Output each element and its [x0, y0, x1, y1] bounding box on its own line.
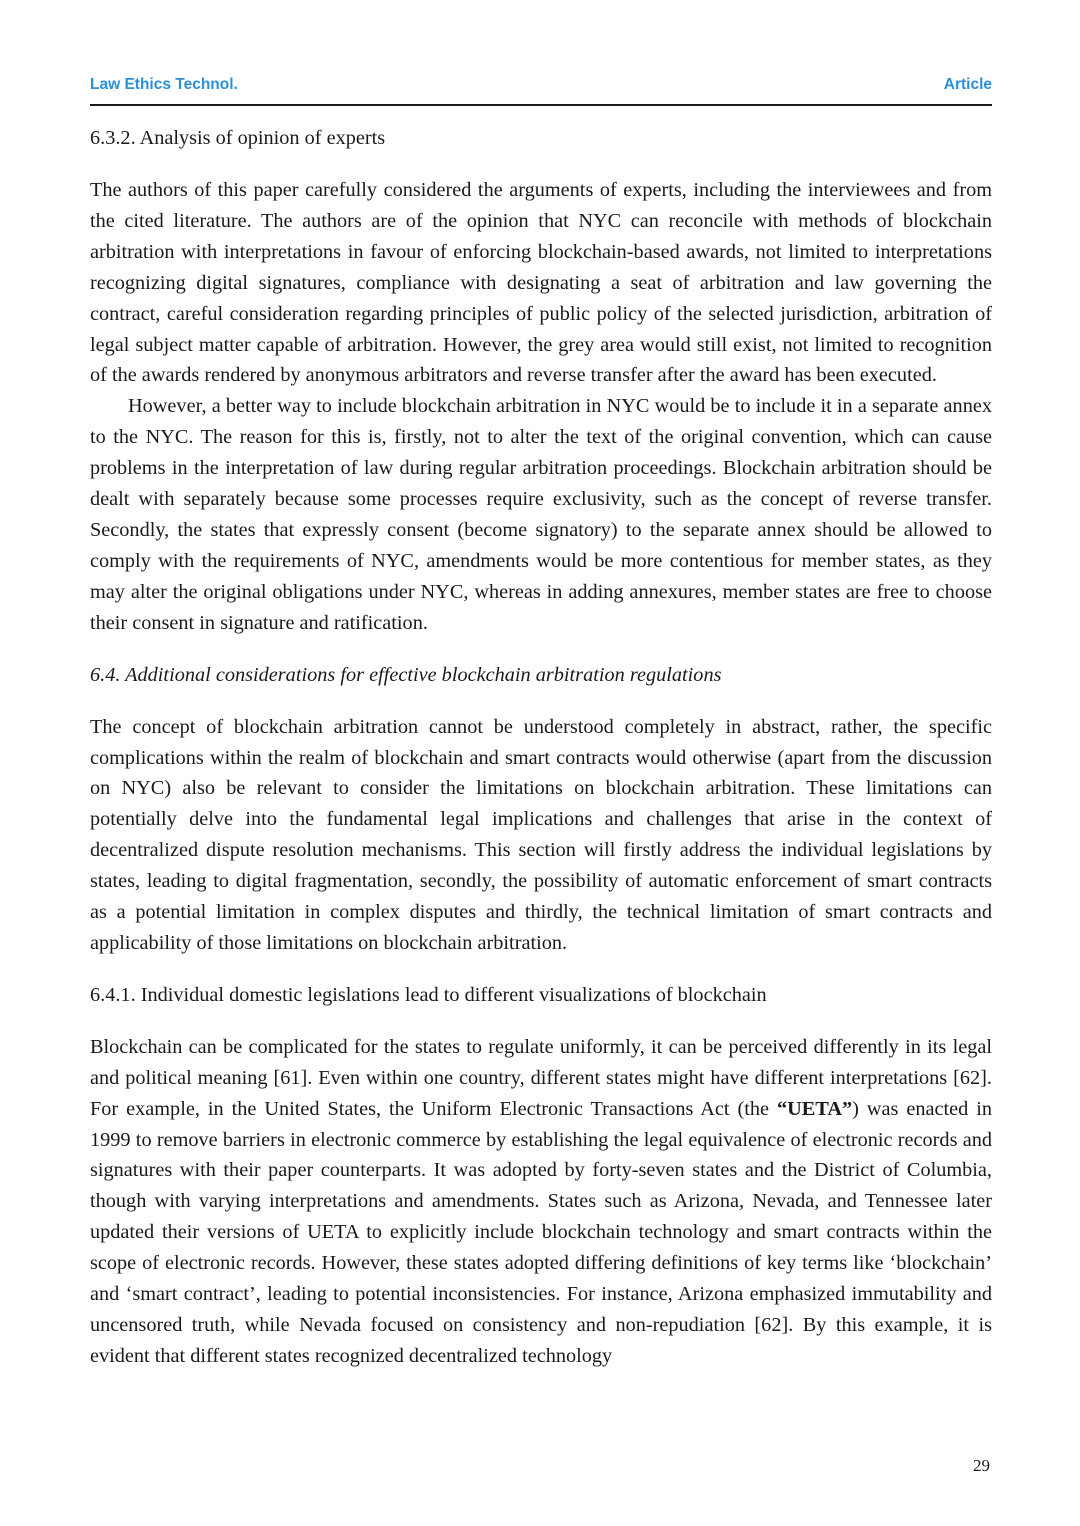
- paragraph-text: ) was enacted in 1999 to remove barriers in electronic commerce by establishing the legal equivalence of electronic records and signatures with their paper counterparts. It was adopted by forty-seven states and the District of Columbia, though with varying interpretations and amendments. States such as Arizona, Nevada, and Tennessee later updated their versions of UETA to explicitly include blockchain technology and smart contracts within the scope of electronic records. However, these states adopted differing definitions of key terms like ‘blockchain’ and ‘smart contract’, leading to potential inconsistencies. For instance, Arizona emphasized immutability and uncensored truth, while Nevada focused on consistency and non-repudiation [62]. By this example, it is evident that different states recognized decentralized technology: [90, 1097, 992, 1367]
- paragraph-text: Blockchain can be complicated for the states to regulate uniformly, it can be perceived differently in its legal and political meaning [61]. Even within one country, different states might have different interpretations [62]. For example, in the United States, the Uniform Electronic Transactions Act (the: [90, 1035, 992, 1120]
- subsection-title-6-3-2: 6.3.2. Analysis of opinion of experts: [90, 127, 386, 149]
- subsection-title-6-4-1: 6.4.1. Individual domestic legislations lead to different visualizations of blockchain: [90, 983, 767, 1006]
- running-header: [90, 76, 992, 106]
- page-number: 29: [973, 1456, 990, 1475]
- paragraph: However, a better way to include blockchain arbitration in NYC would be to include it in a separate annex to the NYC. The reason for this is, firstly, not to alter the text of the original convention, which can cause problems in the interpretation of law during regular arbitration proceedings. Blockchain arbitration should be dealt with separately because some processes require exclusivity, such as the concept of reverse transfer. Secondly, the states that expressly consent (become signatory) to the separate annex should be allowed to comply with the requirements of NYC, amendments would be more contentious for member states, as they may alter the original obligations under NYC, whereas in adding annexures, member states are free to choose their consent in signature and ratification.: [90, 395, 992, 634]
- journal-name: Law Ethics Technol.: [90, 76, 238, 93]
- page-body: [90, 123, 992, 1372]
- article-type: Article: [943, 76, 992, 93]
- section-title-6-4: 6.4. Additional considerations for effective blockchain arbitration regulations: [90, 663, 722, 686]
- paragraph: The authors of this paper carefully considered the arguments of experts, including the interviewees and from the cited literature. The authors are of the opinion that NYC can reconcile with methods of blockchain arbitration with interpretations in favour of enforcing blockchain-based awards, not limited to interpretations recognizing digital signatures, compliance with designating a seat of arbitration and law governing the contract, careful consideration regarding principles of public policy of the selected jurisdiction, arbitration of legal subject matter capable of arbitration. However, the grey area would still exist, not limited to recognition of the awards rendered by anonymous arbitrators and reverse transfer after the award has been executed.: [90, 179, 992, 387]
- paragraph: [90, 1032, 992, 1372]
- ueta-term: “UETA”: [776, 1097, 853, 1120]
- paragraph: The concept of blockchain arbitration cannot be understood completely in abstract, rather, the specific complications within the realm of blockchain and smart contracts would otherwise (apart from the discussion on NYC) also be relevant to consider the limitations on blockchain arbitration. These limitations can potentially delve into the fundamental legal implications and challenges that arise in the context of decentralized dispute resolution mechanisms. This section will firstly address the individual legislations by states, leading to digital fragmentation, secondly, the possibility of automatic enforcement of smart contracts as a potential limitation in complex disputes and thirdly, the technical limitation of smart contracts and applicability of those limitations on blockchain arbitration.: [90, 715, 992, 954]
